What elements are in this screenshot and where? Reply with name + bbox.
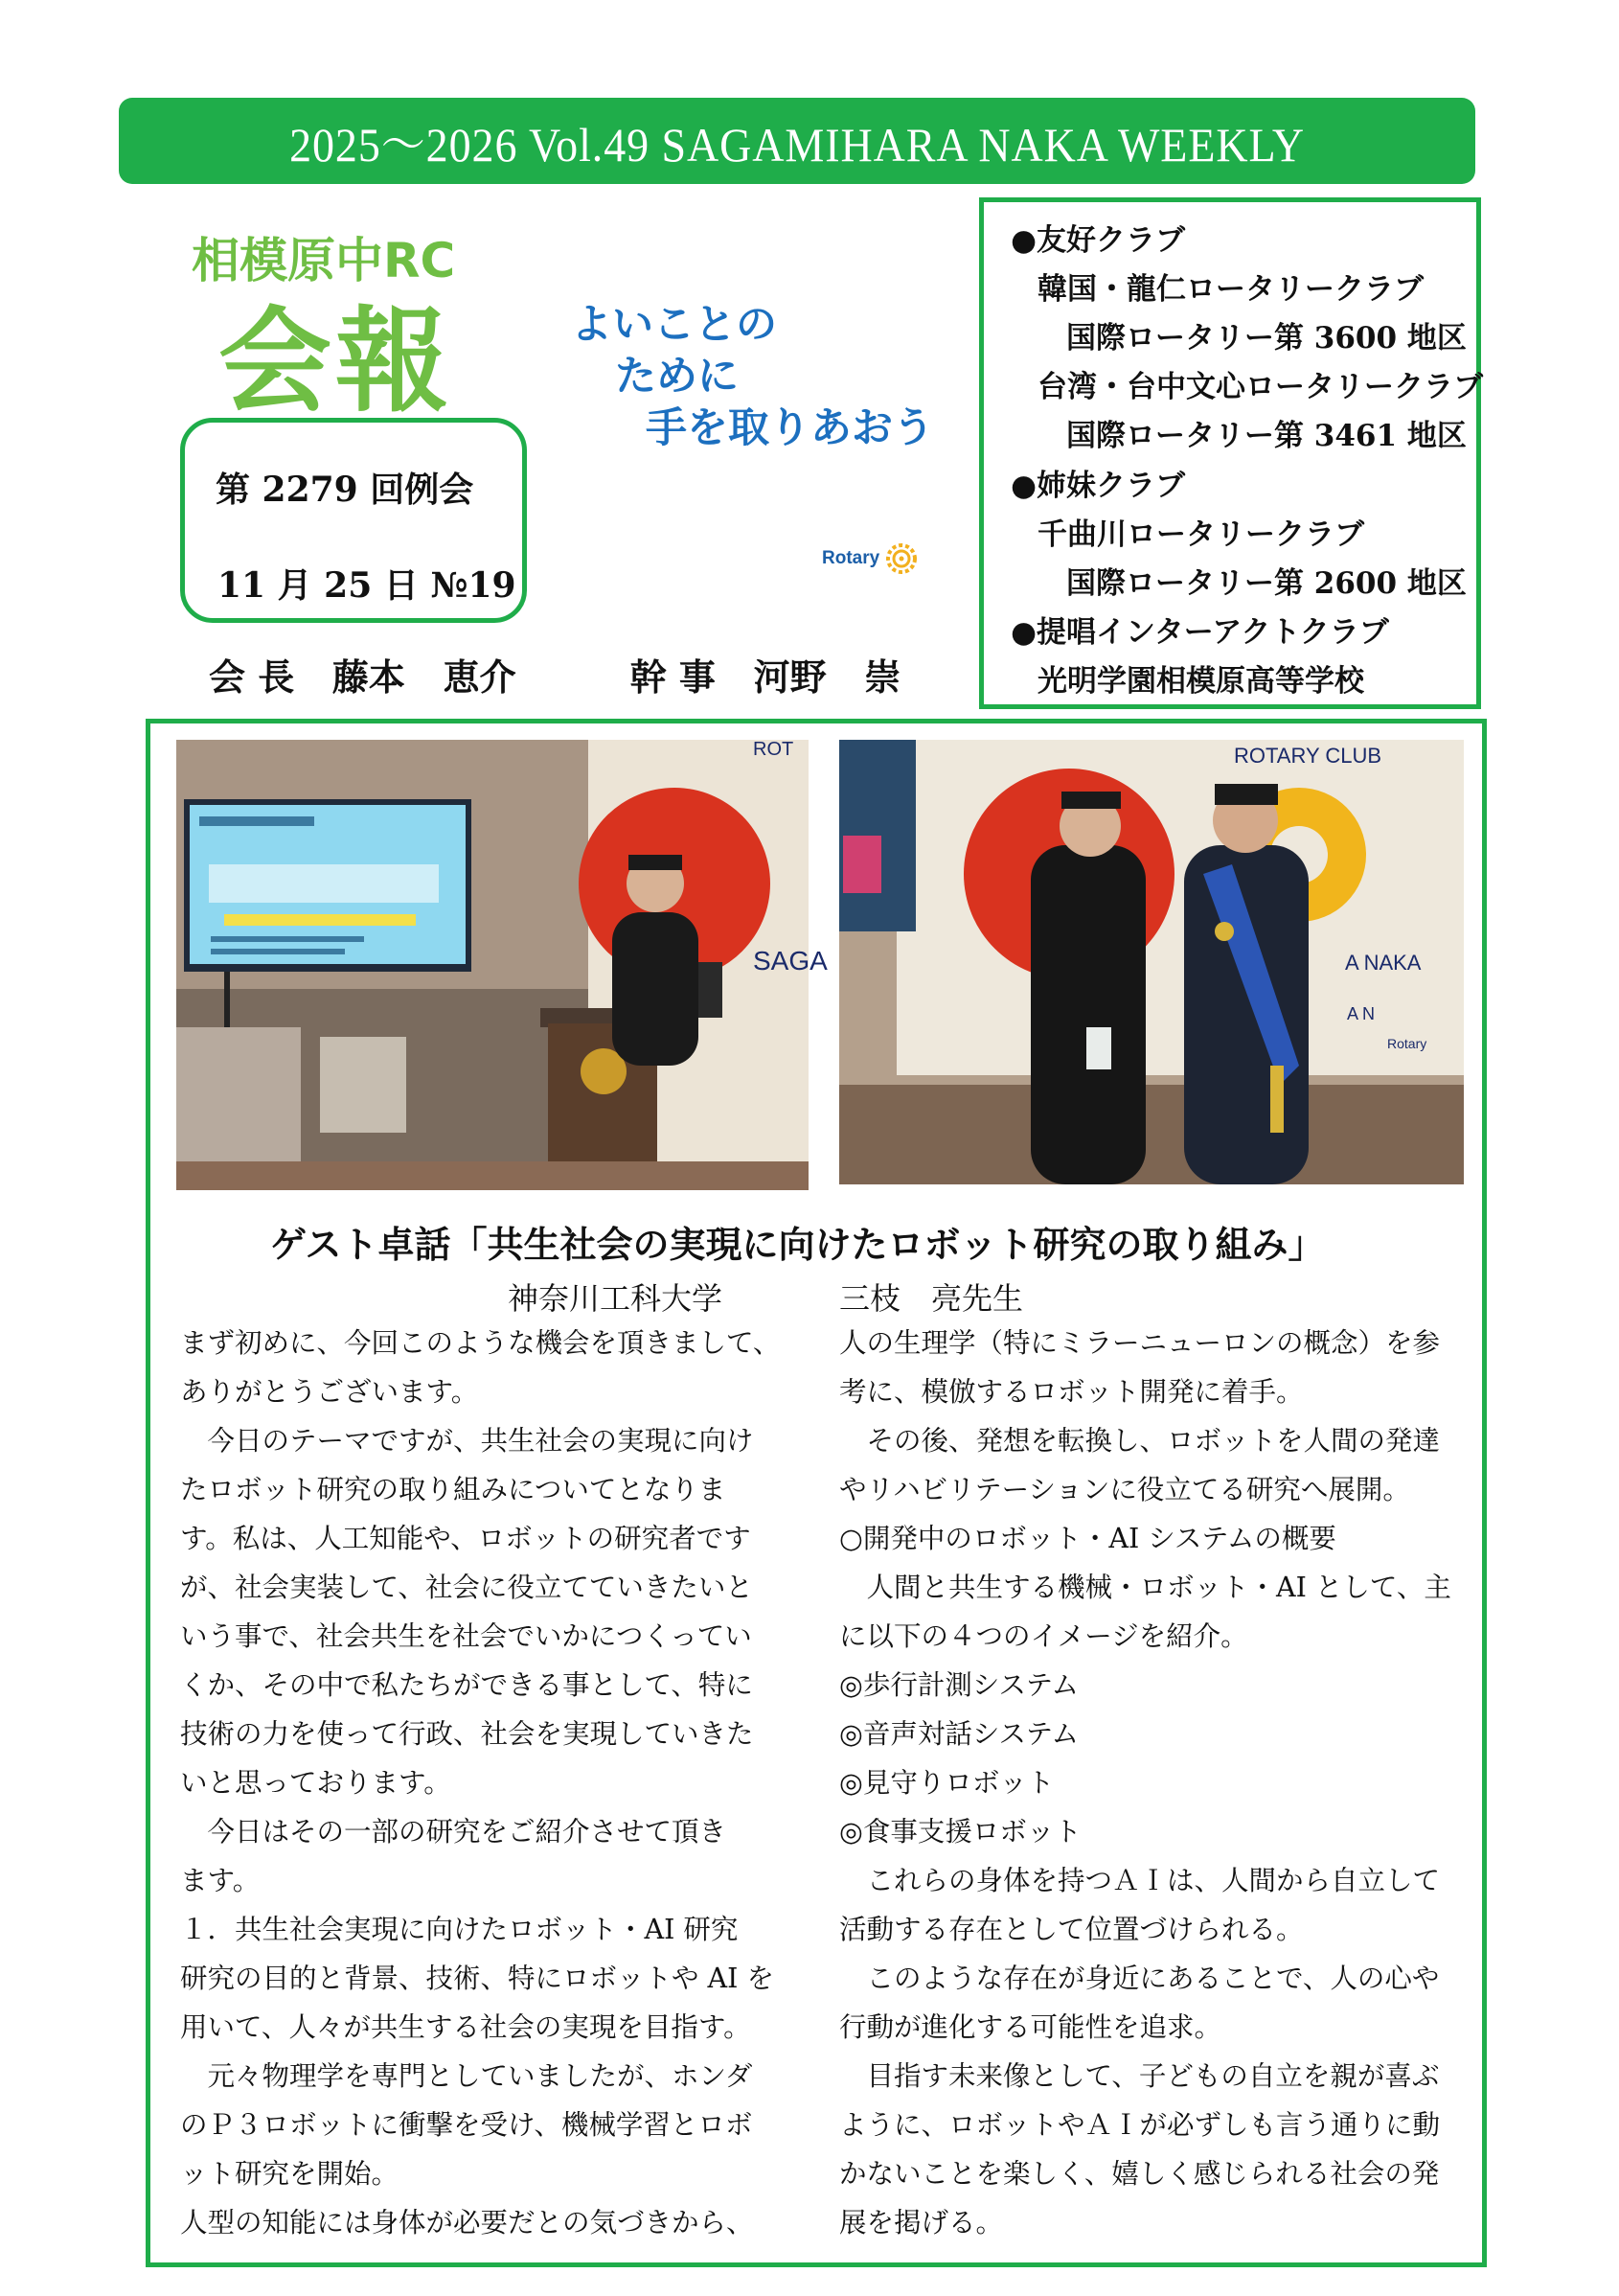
article-paragraph-line: 展を掲げる。: [839, 2207, 1004, 2239]
meeting-info-box: [180, 418, 527, 623]
friend-club-line: 韓国・龍仁ロータリークラブ: [1038, 272, 1424, 307]
article-paragraph-line: ◎見守りロボット: [839, 1767, 1055, 1799]
article-paragraph-line: に以下の４つのイメージを紹介。: [839, 1620, 1248, 1652]
friend-club-line: 光明学園相模原高等学校: [1038, 664, 1364, 699]
article-paragraph-line: このような存在が身近にあることで、人の心や: [839, 1963, 1440, 1994]
article-paragraph-line: のＰ３ロボットに衝撃を受け、機械学習とロボ: [180, 2109, 753, 2141]
article-paragraph-line: 今日はその一部の研究をご紹介させて頂き: [180, 1816, 727, 1848]
meeting-number: 第 2279 回例会: [216, 470, 474, 510]
article-paragraph-line: 目指す未来像として、子どもの自立を親が喜ぶ: [839, 2060, 1440, 2092]
article-paragraph-line: 考に、模倣するロボット開発に着手。: [839, 1376, 1304, 1408]
right-banner-top-text: ROTARY CLUB: [1234, 744, 1382, 768]
article-paragraph-line: 人型の知能には身体が必要だとの気づきから、: [180, 2207, 754, 2239]
article-paragraph-line: いと思っております。: [180, 1767, 451, 1799]
speaker-name: 三枝 亮先生: [839, 1280, 1024, 1317]
article-paragraph-line: ◎歩行計測システム: [839, 1669, 1080, 1701]
article-paragraph-line: 人間と共生する機械・ロボット・AI として、主: [839, 1572, 1451, 1603]
article-paragraph-line: 技術の力を使って行政、社会を実現していきた: [180, 1718, 754, 1750]
right-rotary-text: Rotary: [1387, 1036, 1427, 1051]
friend-club-line: 国際ロータリー第 2600 地区: [1066, 566, 1467, 601]
article-paragraph-line: ○開発中のロボット・AI システムの概要: [839, 1523, 1336, 1554]
rotary-wheel-icon: [885, 542, 918, 575]
officers: 会 長 藤本 恵介 幹 事 河野 崇: [209, 655, 901, 699]
slogan-line-2: ために: [615, 353, 739, 401]
article-paragraph-line: やリハビリテーションに役立てる研究へ展開。: [839, 1474, 1410, 1505]
photo-handshake-illustration: [839, 740, 1464, 1184]
header-banner: [119, 98, 1475, 184]
meeting-date: 11 月 25 日 №19: [217, 565, 516, 606]
friend-club-line: 台湾・台中文心ロータリークラブ: [1038, 370, 1483, 404]
slogan-line-3: 手を取りあおう: [646, 404, 934, 452]
left-top-text: ROT: [753, 739, 794, 760]
kaiho-title: 会報: [218, 295, 453, 427]
banner-title: 2025～2026 Vol.49 SAGAMIHARA NAKA WEEKLY: [289, 118, 1305, 172]
friend-club-line: ●友好クラブ: [1011, 223, 1186, 258]
article-paragraph-line: 活動する存在として位置づけられる。: [839, 1914, 1304, 1945]
article-paragraph-line: す。私は、人工知能や、ロボットの研究者です: [180, 1523, 751, 1554]
article-paragraph-line: ◎音声対話システム: [839, 1718, 1080, 1750]
photo-speaker-with-president: [839, 740, 1464, 1184]
friend-club-line: ●姉妹クラブ: [1011, 469, 1186, 503]
speaker-affiliation: 神奈川工科大学: [508, 1280, 723, 1317]
article-paragraph-line: くか、その中で私たちができる事として、特に: [180, 1669, 753, 1701]
friend-club-line: 千曲川ロータリークラブ: [1038, 517, 1364, 552]
right-banner-low-text: A N: [1347, 1004, 1376, 1023]
article-left-column: [180, 1319, 809, 2247]
article-paragraph-line: 人の生理学（特にミラーニューロンの概念）を参: [839, 1327, 1441, 1359]
friend-club-line: ●提唱インターアクトクラブ: [1011, 615, 1389, 650]
article-right-column: [839, 1319, 1468, 2247]
article-paragraph-line: いう事で、社会共生を社会でいかにつくってい: [180, 1620, 752, 1652]
article-paragraph-line: ありがとうございます。: [180, 1376, 479, 1408]
friend-club-line: 国際ロータリー第 3461 地区: [1066, 419, 1467, 453]
right-banner-mid-text: A NAKA: [1345, 951, 1422, 975]
article-paragraph-line: 研究の目的と背景、技術、特にロボットや AI を: [180, 1963, 774, 1994]
club-name: 相模原中RC: [192, 233, 456, 288]
article-paragraph-line: かないことを楽しく、嬉しく感じられる社会の発: [839, 2158, 1440, 2190]
slogan: [571, 299, 934, 454]
friend-clubs-box: [979, 197, 1481, 709]
article-paragraph-line: ように、ロボットやＡＩが必ずしも言う通りに動: [839, 2109, 1441, 2141]
article-paragraph-line: ット研究を開始。: [180, 2158, 399, 2190]
article-paragraph-line: 元々物理学を専門としていましたが、ホンダ: [180, 2060, 753, 2092]
rotary-logo-text: Rotary: [822, 548, 880, 568]
article-paragraph-line: その後、発想を転換し、ロボットを人間の発達: [839, 1425, 1441, 1457]
article-paragraph-line: 用いて、人々が共生する社会の実現を目指す。: [180, 2011, 751, 2043]
article-paragraph-line: が、社会実装して、社会に役立てていきたいと: [180, 1572, 753, 1603]
friend-club-line: 国際ロータリー第 3600 地区: [1066, 321, 1467, 356]
rotary-logo: [822, 542, 918, 575]
article-paragraph-line: たロボット研究の取り組みについてとなりま: [180, 1474, 726, 1505]
article-paragraph-line: まず初めに、今回このような機会を頂きまして、: [180, 1327, 781, 1359]
article-paragraph-line: これらの身体を持つＡＩは、人間から自立して: [839, 1865, 1441, 1896]
article-paragraph-line: 行動が進化する可能性を追求。: [839, 2011, 1222, 2043]
article-paragraph-line: 今日のテーマですが、共生社会の実現に向け: [180, 1425, 754, 1457]
talk-title: ゲスト卓話「共生社会の実現に向けたロボット研究の取り組み」: [270, 1224, 1325, 1266]
slogan-line-1: よいことの: [571, 301, 777, 349]
left-banner-text: SAGA: [753, 946, 828, 976]
photo-speaker-at-podium: [176, 739, 828, 1190]
photo-speaker-illustration: [176, 739, 828, 1190]
article-paragraph-line: ◎食事支援ロボット: [839, 1816, 1082, 1848]
article-paragraph-line: １．共生社会実現に向けたロボット・AI 研究: [180, 1914, 739, 1945]
article-paragraph-line: ます。: [180, 1865, 261, 1896]
